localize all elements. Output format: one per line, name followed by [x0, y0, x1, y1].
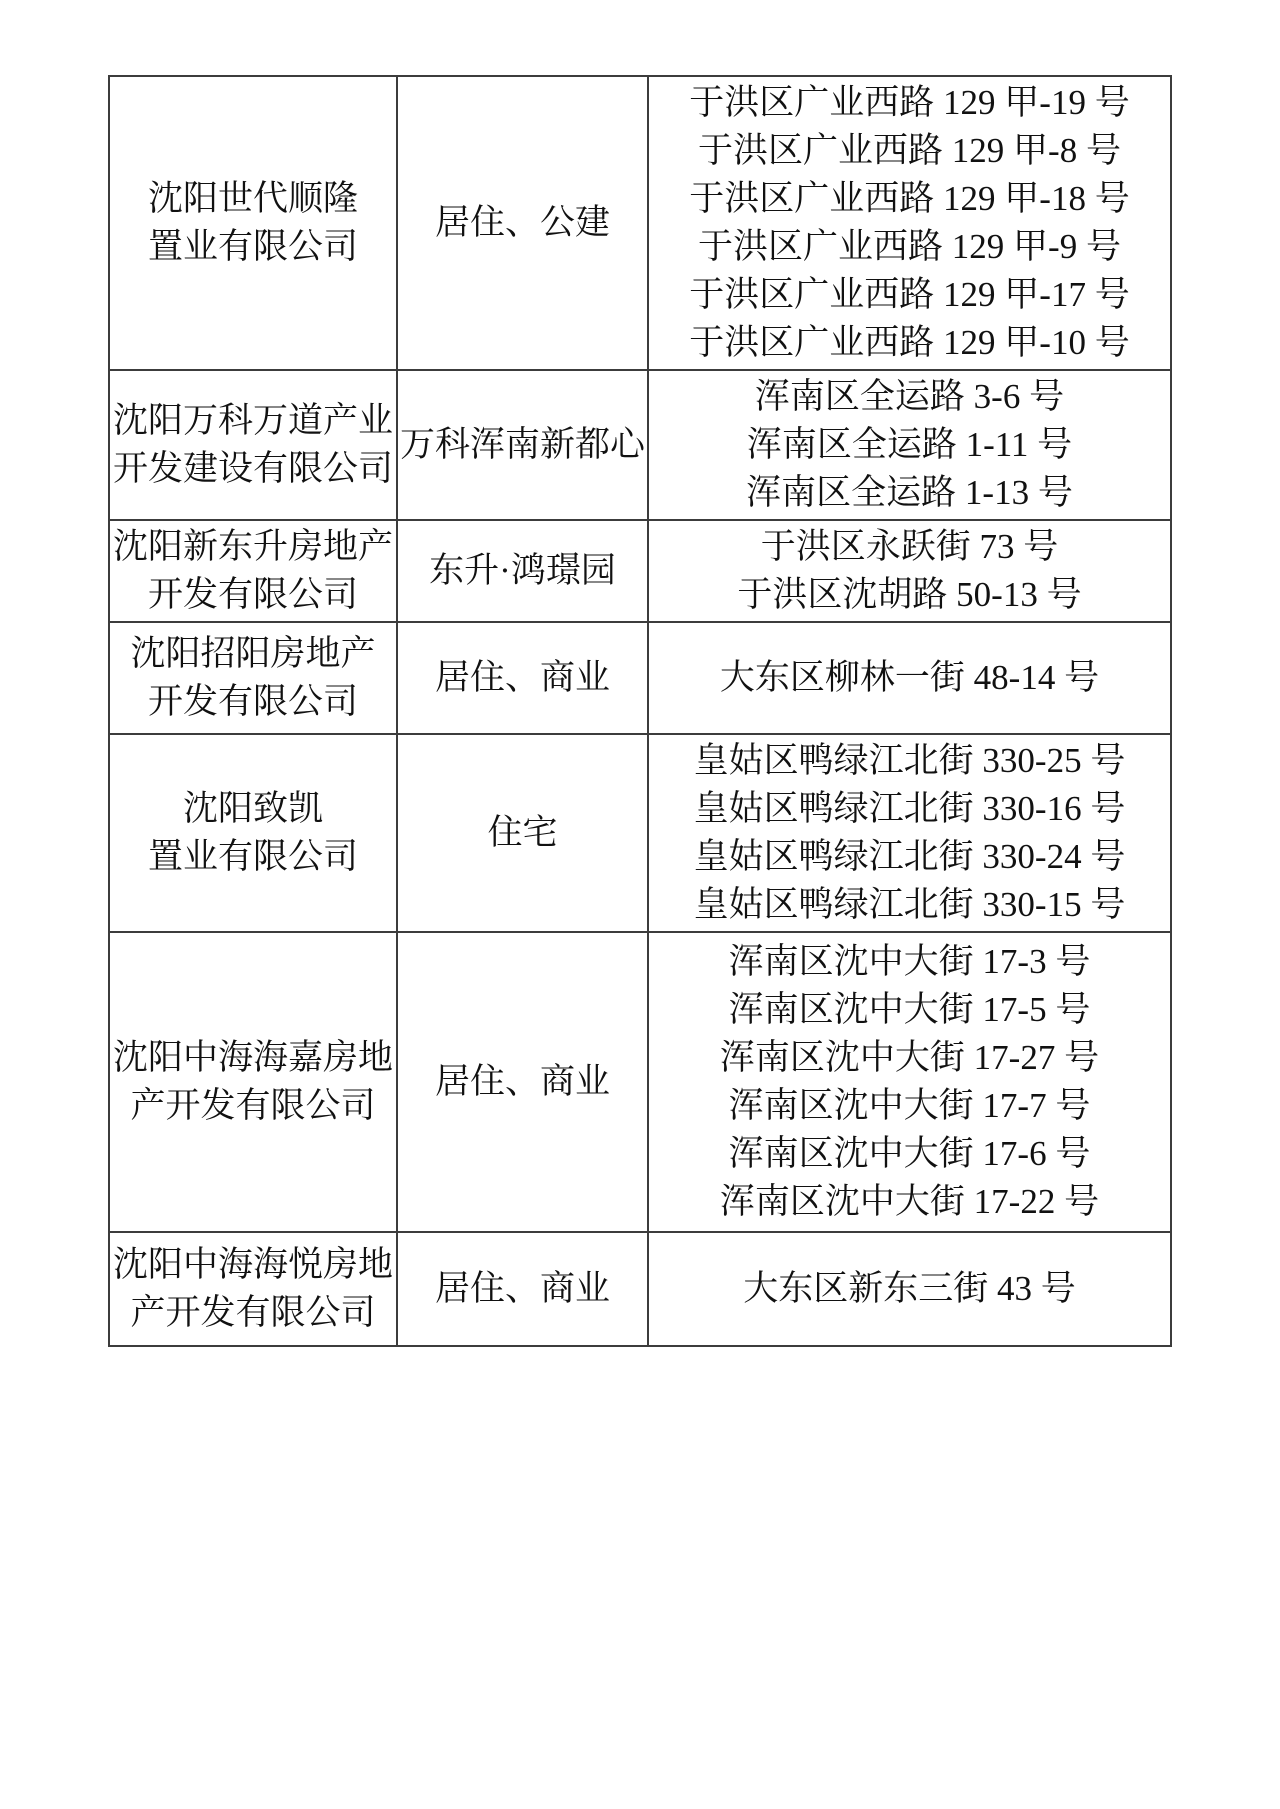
- table-row: [110, 621, 1170, 733]
- address-line: 皇姑区鸭绿江北街 330-24 号: [693, 837, 1126, 876]
- company-name-line: 开发有限公司: [147, 682, 358, 721]
- address-line: 浑南区沈中大街 17-27 号: [719, 1038, 1100, 1077]
- table-row: [110, 519, 1170, 621]
- company-name-line: 沈阳世代顺隆: [147, 179, 358, 218]
- company-name-line: 开发建设有限公司: [113, 449, 394, 488]
- company-name-line: 开发有限公司: [147, 575, 358, 614]
- table-row: [110, 77, 1170, 369]
- company-projects-table: [108, 75, 1172, 1347]
- company-name-line: 沈阳招阳房地产: [130, 634, 376, 673]
- table-row: [110, 1231, 1170, 1345]
- address-line: 于洪区广业西路 129 甲-17 号: [689, 275, 1130, 314]
- company-name-line: 置业有限公司: [147, 837, 358, 876]
- address-line: 浑南区沈中大街 17-22 号: [719, 1182, 1100, 1221]
- address-list-cell: [649, 77, 1170, 369]
- project-type-cell: [398, 623, 649, 733]
- project-type-cell: [398, 371, 649, 519]
- address-line: 浑南区沈中大街 17-6 号: [728, 1134, 1091, 1173]
- address-line: 浑南区全运路 1-13 号: [746, 473, 1073, 512]
- project-type-text: 居住、商业: [434, 658, 610, 697]
- company-name-line: 沈阳万科万道产业: [113, 401, 394, 440]
- project-type-cell: [398, 1233, 649, 1345]
- address-line: 浑南区沈中大街 17-5 号: [728, 990, 1091, 1029]
- project-type-text: 居住、公建: [434, 203, 610, 242]
- company-name-cell: [110, 735, 398, 931]
- project-type-cell: [398, 521, 649, 621]
- company-name-cell: [110, 623, 398, 733]
- address-list-cell: [649, 521, 1170, 621]
- address-line: 皇姑区鸭绿江北街 330-15 号: [693, 885, 1126, 924]
- address-line: 浑南区全运路 3-6 号: [754, 377, 1065, 416]
- address-line: 于洪区广业西路 129 甲-10 号: [689, 323, 1130, 362]
- address-line: 于洪区广业西路 129 甲-8 号: [698, 131, 1121, 170]
- project-type-text: 居住、商业: [434, 1062, 610, 1101]
- address-list-cell: [649, 623, 1170, 733]
- company-name-line: 产开发有限公司: [130, 1293, 376, 1332]
- company-name-line: 沈阳中海海悦房地: [113, 1245, 394, 1284]
- table-row: [110, 733, 1170, 931]
- company-name-cell: [110, 933, 398, 1231]
- address-line: 皇姑区鸭绿江北街 330-16 号: [693, 789, 1126, 828]
- project-type-text: 住宅: [487, 813, 558, 852]
- address-line: 于洪区广业西路 129 甲-18 号: [689, 179, 1130, 218]
- address-list-cell: [649, 1233, 1170, 1345]
- address-line: 皇姑区鸭绿江北街 330-25 号: [693, 741, 1126, 780]
- address-line: 大东区新东三街 43 号: [743, 1269, 1076, 1308]
- table-row: [110, 369, 1170, 519]
- project-type-cell: [398, 77, 649, 369]
- address-list-cell: [649, 371, 1170, 519]
- address-list-cell: [649, 933, 1170, 1231]
- project-type-cell: [398, 933, 649, 1231]
- address-line: 浑南区全运路 1-11 号: [746, 425, 1073, 464]
- project-type-text: 东升·鸿璟园: [429, 551, 616, 590]
- company-name-line: 置业有限公司: [147, 227, 358, 266]
- project-type-text: 居住、商业: [434, 1269, 610, 1308]
- address-line: 于洪区广业西路 129 甲-9 号: [698, 227, 1121, 266]
- address-line: 于洪区永跃街 73 号: [760, 527, 1059, 566]
- company-name-line: 沈阳中海海嘉房地: [113, 1038, 394, 1077]
- company-name-cell: [110, 77, 398, 369]
- address-list-cell: [649, 735, 1170, 931]
- company-name-cell: [110, 521, 398, 621]
- address-line: 于洪区沈胡路 50-13 号: [737, 575, 1082, 614]
- company-name-line: 产开发有限公司: [130, 1086, 376, 1125]
- project-type-text: 万科浑南新都心: [400, 425, 646, 464]
- table-row: [110, 931, 1170, 1231]
- address-line: 大东区柳林一街 48-14 号: [719, 658, 1100, 697]
- address-line: 浑南区沈中大街 17-7 号: [728, 1086, 1091, 1125]
- company-name-cell: [110, 371, 398, 519]
- project-type-cell: [398, 735, 649, 931]
- address-line: 浑南区沈中大街 17-3 号: [728, 942, 1091, 981]
- company-name-cell: [110, 1233, 398, 1345]
- company-name-line: 沈阳新东升房地产: [113, 527, 394, 566]
- address-line: 于洪区广业西路 129 甲-19 号: [689, 83, 1130, 122]
- company-name-line: 沈阳致凯: [182, 789, 323, 828]
